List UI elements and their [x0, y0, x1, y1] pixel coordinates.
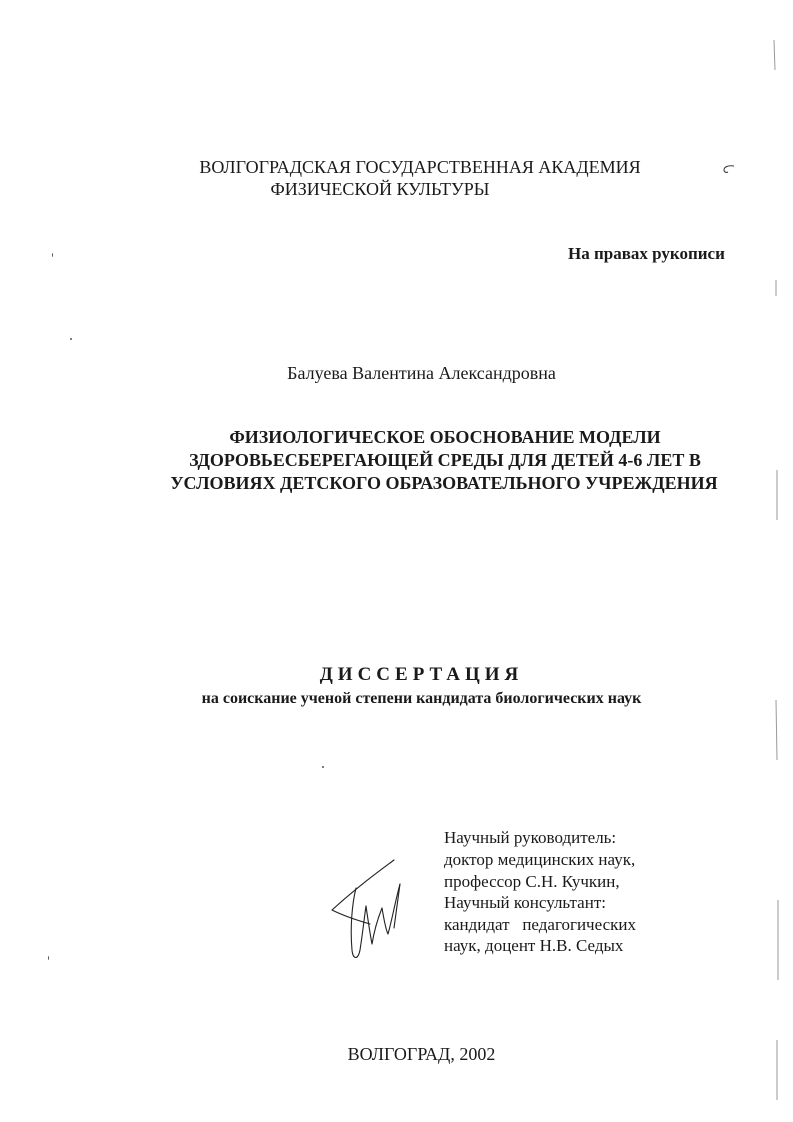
author-name: Балуева Валентина Александровна: [287, 363, 556, 383]
advisor-line-5: кандидат педагогических: [444, 915, 636, 934]
manuscript-note: На правах рукописи: [568, 244, 725, 263]
handwritten-signature: [326, 858, 402, 962]
scan-speck: [322, 766, 324, 768]
document-type: ДИССЕРТАЦИЯ: [319, 664, 524, 685]
scan-edge-marks: [740, 0, 793, 1122]
thesis-title-line-3: УСЛОВИЯХ ДЕТСКОГО ОБРАЗОВАТЕЛЬНОГО УЧРЕЖДЕНИЯ: [170, 473, 718, 493]
thesis-title-line-2: ЗДОРОВЬЕСБЕРЕГАЮЩЕЙ СРЕДЫ ДЛЯ ДЕТЕЙ 4-6 ЛЕТ В: [189, 450, 701, 470]
advisor-line-4: Научный консультант:: [444, 893, 606, 912]
city-and-year: ВОЛГОГРАД, 2002: [347, 1044, 496, 1064]
institution-name-line-2: ФИЗИЧЕСКОЙ КУЛЬТУРЫ: [270, 179, 490, 199]
scan-speck: [48, 956, 49, 960]
advisor-line-6: наук, доцент Н.В. Седых: [444, 936, 624, 955]
institution-name-line-1: ВОЛГОГРАДСКАЯ ГОСУДАРСТВЕННАЯ АКАДЕМИЯ: [199, 157, 641, 177]
scan-speck: [70, 338, 72, 340]
scan-mark: [720, 164, 736, 176]
document-purpose: на соискание ученой степени кандидата биологических наук: [201, 690, 642, 707]
advisor-line-1: Научный руководитель:: [444, 828, 617, 847]
advisor-line-3: профессор С.Н. Кучкин,: [444, 872, 620, 891]
thesis-title-line-1: ФИЗИОЛОГИЧЕСКОЕ ОБОСНОВАНИЕ МОДЕЛИ: [229, 427, 661, 447]
advisor-line-2: доктор медицинских наук,: [444, 850, 636, 869]
scan-speck: [52, 253, 53, 257]
